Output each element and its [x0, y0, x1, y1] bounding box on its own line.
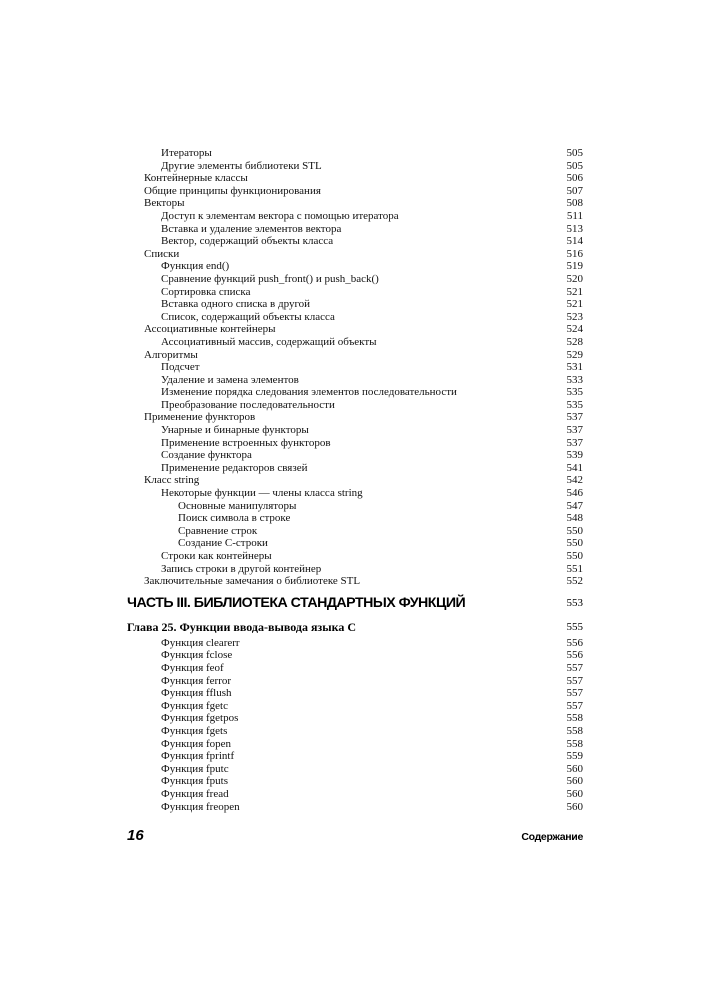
toc-entry-title: Функция clearerr: [161, 636, 240, 649]
toc-entry-page: 516: [566, 247, 583, 260]
toc-entry-title: Применение функторов: [144, 411, 256, 424]
toc-entry-title: Преобразование последовательности: [161, 398, 335, 411]
toc-entry-title: Вставка одного списка в другой: [161, 298, 311, 311]
toc-entry: [144, 487, 583, 500]
toc-entry: [144, 500, 583, 513]
toc-entry-title: Сравнение функций push_front() и push_back(): [161, 272, 379, 285]
toc-entry-title: Запись строки в другой контейнер: [161, 562, 322, 575]
toc-entry: [144, 750, 583, 763]
toc-entry-title: Применение редакторов связей: [161, 461, 308, 474]
toc-entry-page: 542: [566, 474, 583, 487]
toc-entry: [144, 525, 583, 538]
toc-entry-page: 560: [566, 762, 583, 775]
toc-entry-title: Функция end(): [161, 260, 230, 273]
toc-entry-title: Удаление и замена элементов: [161, 373, 299, 386]
toc-entry: [144, 160, 583, 173]
toc-entry-page: 548: [566, 512, 583, 525]
toc-entry: [144, 336, 583, 349]
toc-entry-page: 506: [566, 172, 583, 185]
toc-entry-page: 552: [566, 575, 583, 588]
toc-entry-title: Сравнение строк: [178, 524, 258, 537]
toc-entry-title: Функция feof: [161, 661, 224, 674]
toc-entry: [144, 712, 583, 725]
toc-entry-title: Заключительные замечания о библиотеке STL: [144, 575, 361, 588]
toc-entry-page: 511: [566, 209, 583, 222]
toc-entry: [144, 537, 583, 550]
toc-part-title: ЧАСТЬ III. БИБЛИОТЕКА СТАНДАРТНЫХ ФУНКЦИЙ: [127, 594, 466, 611]
toc-entry-page: 556: [566, 649, 583, 662]
toc-entry-title: Функция fread: [161, 787, 229, 800]
toc-entry-page: 533: [566, 373, 583, 386]
toc-entry-page: 519: [566, 260, 583, 273]
toc-entry-title: Функция fgetc: [161, 699, 228, 712]
toc-entry: [144, 374, 583, 387]
toc-entry: [144, 550, 583, 563]
toc-entry-title: Функция fgets: [161, 724, 228, 737]
toc-entry-title: Вектор, содержащий объекты класса: [161, 235, 334, 248]
toc-entry-title: Функция fgetpos: [161, 712, 239, 725]
table-of-contents: [127, 147, 583, 813]
toc-entry: [144, 210, 583, 223]
toc-entry-title: Векторы: [144, 197, 185, 210]
toc-entry-page: 505: [566, 147, 583, 159]
toc-entry-page: 557: [566, 674, 583, 687]
toc-entry: [144, 399, 583, 412]
toc-entry-page: 535: [566, 386, 583, 399]
toc-entry-page: 550: [566, 524, 583, 537]
toc-entry-page: 537: [566, 411, 583, 424]
toc-entry: [144, 361, 583, 374]
toc-entry: [144, 260, 583, 273]
toc-entry-page: 559: [566, 750, 583, 763]
toc-entry: [144, 738, 583, 751]
toc-entry-title: Поиск символа в строке: [178, 512, 291, 525]
toc-entry: [144, 172, 583, 185]
toc-entry-page: 541: [566, 461, 583, 474]
toc-entry-title: Унарные и бинарные функторы: [161, 424, 309, 437]
toc-entry-page: 558: [566, 737, 583, 750]
toc-entry-title: Изменение порядка следования элементов последовательности: [161, 386, 457, 399]
footer-section-title: Содержание: [521, 831, 583, 843]
toc-entry: [144, 147, 583, 160]
toc-entry: [144, 725, 583, 738]
toc-entry-title: Ассоциативные контейнеры: [144, 323, 276, 336]
toc-entry-page: 550: [566, 537, 583, 550]
toc-entry: [144, 197, 583, 210]
toc-entry-title: Функция freopen: [161, 800, 240, 813]
toc-entry-title: Создание функтора: [161, 449, 252, 462]
toc-entry: [144, 248, 583, 261]
toc-entry-title: Общие принципы функционирования: [144, 184, 321, 197]
toc-entry-title: Применение встроенных функторов: [161, 436, 331, 449]
toc-entry-title: Функция fprintf: [161, 750, 235, 763]
toc-entry-title: Создание С-строки: [178, 537, 268, 550]
toc-entry-page: 557: [566, 661, 583, 674]
toc-entry: [144, 637, 583, 650]
toc-entry-page: 528: [566, 335, 583, 348]
toc-entry-page: 557: [566, 699, 583, 712]
toc-entry: [144, 474, 583, 487]
toc-entry: [144, 235, 583, 248]
toc-entry-title: Строки как контейнеры: [161, 550, 272, 562]
toc-entry: [144, 185, 583, 198]
toc-part-heading: [127, 590, 583, 616]
toc-entry-page: 520: [566, 272, 583, 285]
toc-entry: [144, 801, 583, 814]
footer-page-number: 16: [127, 827, 144, 844]
toc-entry-title: Некоторые функции — члены класса string: [161, 487, 363, 500]
toc-entry-page: 558: [566, 712, 583, 725]
toc-entry: [144, 424, 583, 437]
toc-entry-page: 537: [566, 424, 583, 437]
toc-entry-title: Функция ferror: [161, 674, 232, 687]
toc-entry: [144, 349, 583, 362]
toc-entry: [144, 386, 583, 399]
toc-entry-page: 537: [566, 436, 583, 449]
toc-entry: [144, 311, 583, 324]
toc-entry-title: Вставка и удаление элементов вектора: [161, 222, 342, 235]
toc-entry: [144, 649, 583, 662]
toc-entry-title: Ассоциативный массив, содержащий объекты: [161, 335, 377, 348]
toc-entry-title: Функция fputs: [161, 775, 229, 788]
toc-entry-page: 547: [566, 499, 583, 512]
toc-entry-title: Функция fputc: [161, 762, 229, 775]
toc-entry-page: 560: [566, 800, 583, 813]
toc-entry-page: 524: [566, 323, 583, 336]
toc-entry-page: 553: [566, 596, 583, 609]
toc-entry-title: Доступ к элементам вектора с помощью итератора: [161, 209, 399, 222]
toc-entry: [144, 775, 583, 788]
toc-entry-title: Класс string: [144, 474, 200, 487]
toc-entry: [144, 437, 583, 450]
toc-entry-title: Функция fflush: [161, 687, 232, 700]
toc-entry-page: 529: [566, 348, 583, 361]
toc-entry-page: 560: [566, 787, 583, 800]
toc-entry: [144, 462, 583, 475]
toc-entry: [144, 223, 583, 236]
toc-entry-page: 556: [566, 636, 583, 649]
toc-entry-title: Другие элементы библиотеки STL: [161, 159, 322, 172]
toc-entry-title: Основные манипуляторы: [178, 499, 297, 512]
toc-entry: [144, 286, 583, 299]
toc-entry-title: Функция fopen: [161, 737, 232, 750]
toc-entry-page: 550: [566, 550, 583, 562]
toc-entry-page: 557: [566, 687, 583, 700]
toc-entry-page: 513: [566, 222, 583, 235]
toc-entry-page: 508: [566, 197, 583, 210]
toc-entry: [144, 323, 583, 336]
toc-entry: [144, 575, 583, 588]
toc-entry-page: 523: [566, 310, 583, 323]
toc-entry: [144, 788, 583, 801]
toc-entry: [144, 449, 583, 462]
toc-entry: [144, 273, 583, 286]
toc-entry-page: 507: [566, 184, 583, 197]
toc-entry-title: Функция fclose: [161, 649, 233, 662]
toc-entry-page: 514: [566, 235, 583, 248]
toc-entry-title: Списки: [144, 247, 180, 260]
toc-chapter-heading: [127, 617, 583, 637]
toc-entry-page: 539: [566, 449, 583, 462]
toc-entry-page: 546: [566, 487, 583, 500]
toc-entry: [144, 700, 583, 713]
toc-entry: [144, 763, 583, 776]
toc-entry: [144, 563, 583, 576]
toc-entry-title: Сортировка списка: [161, 285, 251, 298]
toc-entry-page: 521: [566, 298, 583, 311]
toc-entry-title: Подсчет: [161, 361, 200, 374]
toc-entry-page: 555: [566, 620, 583, 633]
toc-entry-title: Алгоритмы: [144, 348, 198, 361]
toc-entry-page: 535: [566, 398, 583, 411]
toc-entry-page: 558: [566, 724, 583, 737]
toc-entry-title: Итераторы: [161, 147, 212, 159]
toc-entry: [144, 298, 583, 311]
toc-entry-title: Список, содержащий объекты класса: [161, 310, 335, 323]
toc-entry-page: 531: [566, 361, 583, 374]
toc-entry: [144, 687, 583, 700]
toc-entry-page: 551: [566, 562, 583, 575]
toc-entry: [144, 411, 583, 424]
toc-entry-page: 560: [566, 775, 583, 788]
toc-entry: [144, 512, 583, 525]
toc-entry: [144, 662, 583, 675]
toc-entry: [144, 675, 583, 688]
toc-entry-title: Контейнерные классы: [144, 172, 248, 185]
toc-entry-page: 521: [566, 285, 583, 298]
toc-chapter-title: Глава 25. Функции ввода-вывода языка С: [127, 619, 357, 634]
toc-entry-page: 505: [566, 159, 583, 172]
